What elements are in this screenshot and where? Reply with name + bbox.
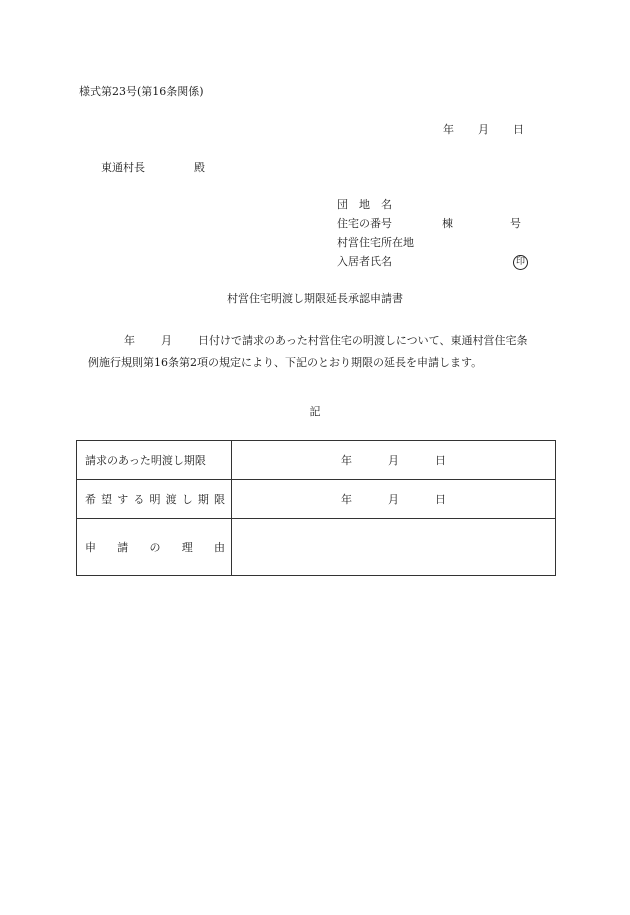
unit-number-label: 住宅の番号 [337,217,392,230]
request-table [76,440,556,576]
label-char: す [117,493,129,506]
label-char: 限 [214,493,225,506]
unit-number-row [337,218,521,237]
row-date-day: 日 [435,493,446,506]
row-date-day: 日 [435,454,446,467]
addressee-honorific: 殿 [194,161,205,174]
row-date-month: 月 [388,454,399,467]
row-date-year: 年 [341,454,352,467]
label-char: る [133,493,145,506]
row-date [232,441,556,480]
row-date [232,480,556,519]
form-number: 様式第23号(第16条関係) [79,85,204,98]
unit-label: 号 [510,217,521,230]
label-char: 希 [85,493,96,506]
label-char: 期 [197,493,209,506]
complex-name-label: 団 地 名 [337,198,392,211]
address-label: 村営住宅所在地 [337,236,414,249]
resident-name-label: 入居者氏名 [337,255,392,268]
addressee-name: 東通村長 [101,161,145,174]
row-date-year: 年 [341,493,352,506]
date-day: 日 [513,123,524,136]
body-text-line2: 例施行規則第16条第2項の規定により、下記のとおり期限の延長を申請します。 [88,356,483,369]
label-char: 申 [85,541,96,554]
date-month: 月 [478,123,489,136]
body-paragraph [88,330,558,374]
label-char: の [149,541,161,554]
body-text-line1: 日付けで請求のあった村営住宅の明渡しについて、東通村営住宅条 [198,334,528,347]
body-year: 年 [124,334,135,347]
seal-mark: 印 [513,255,528,270]
label-char: し [181,493,193,506]
table-row [77,441,556,480]
body-month: 月 [161,334,172,347]
date-year: 年 [443,123,454,136]
label-char: 明 [149,493,161,506]
row-label: 請求のあった明渡し期限 [77,441,232,480]
date-line [443,124,524,135]
reason-field[interactable] [232,519,556,576]
label-char: 望 [101,493,113,506]
ki-heading: 記 [309,405,321,418]
row-label [77,519,232,576]
building-label: 棟 [442,217,453,230]
label-char: 由 [214,541,225,554]
label-char: 渡 [165,493,177,506]
row-label [77,480,232,519]
table-row [77,480,556,519]
applicant-block [337,199,521,275]
table-row [77,519,556,576]
label-char: 請 [117,541,129,554]
document-title: 村営住宅明渡し期限延長承認申請書 [227,292,403,305]
row-date-month: 月 [388,493,399,506]
addressee [101,162,205,173]
label-char: 理 [181,541,193,554]
